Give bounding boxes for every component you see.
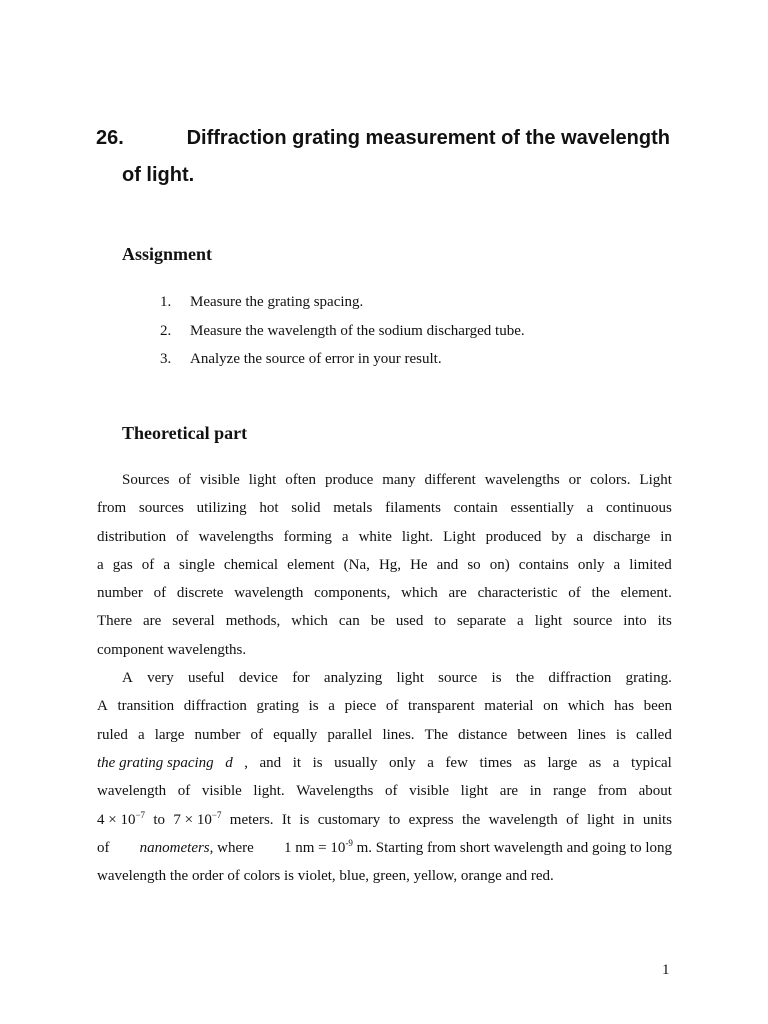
word: (Na, <box>343 556 370 573</box>
word: visible <box>199 472 240 488</box>
word: a <box>576 528 584 545</box>
word: meters. <box>229 811 274 828</box>
word: wavelengths <box>484 472 560 488</box>
range-word: to <box>153 811 166 828</box>
paragraph-2-line <box>97 692 672 720</box>
word: discharge <box>593 528 651 545</box>
word: a <box>586 500 594 517</box>
assignment-item <box>160 288 525 317</box>
word: many <box>382 472 416 488</box>
paragraph-1-line <box>97 466 672 494</box>
word: of <box>385 698 399 715</box>
word: of <box>178 472 191 488</box>
word: a <box>517 613 524 630</box>
word: typical <box>631 754 672 771</box>
exponent: −7 <box>135 809 146 820</box>
word: filaments <box>385 500 441 517</box>
paragraph-2-line <box>97 664 672 692</box>
word: for <box>292 670 310 687</box>
chapter-title-line-1 <box>96 120 670 157</box>
word: can <box>338 613 360 630</box>
word: as <box>523 754 536 771</box>
word: light <box>534 613 563 630</box>
word: element <box>287 556 335 573</box>
word: from <box>97 500 127 517</box>
word: produce <box>324 472 374 488</box>
word: on <box>543 698 559 715</box>
paragraph-2-line <box>97 862 672 890</box>
word: hot <box>259 500 279 517</box>
word: a <box>613 556 621 573</box>
word: lines. <box>382 726 415 743</box>
word: There <box>97 613 132 630</box>
page-number: 1 <box>662 962 670 978</box>
word: number <box>194 726 241 743</box>
assignment-item <box>160 317 525 346</box>
word: utilizing <box>196 500 247 517</box>
word: transition <box>117 698 175 715</box>
word: is <box>615 726 626 743</box>
word: useful <box>187 670 225 687</box>
word: a <box>612 754 620 771</box>
paragraph-1-line <box>97 607 672 635</box>
chapter-title <box>96 120 676 194</box>
word: discrete <box>176 585 224 602</box>
word: device <box>238 670 278 687</box>
word: few <box>445 754 468 771</box>
assignment-heading: Assignment <box>122 244 213 264</box>
assignment-list <box>160 288 525 374</box>
word: range <box>552 783 587 800</box>
word: solid <box>291 500 321 517</box>
unit: m <box>352 839 369 856</box>
word: contains <box>518 556 569 573</box>
word: light <box>460 783 489 800</box>
word: light <box>586 811 615 828</box>
paragraph-2-line <box>97 749 672 777</box>
word: distribution <box>97 528 167 545</box>
word: are <box>448 585 467 602</box>
paragraph-1-line <box>97 494 672 522</box>
word: piece <box>344 698 377 715</box>
word: light. <box>401 528 434 545</box>
word: from <box>597 783 628 800</box>
word: to <box>388 811 401 828</box>
word: source <box>573 613 613 630</box>
word: on) <box>489 556 510 573</box>
word: and <box>436 556 459 573</box>
word: is <box>308 698 319 715</box>
word: contain <box>453 500 498 517</box>
word: wavelength <box>488 811 558 828</box>
paragraph-2-line <box>97 721 672 749</box>
grating-spacing-symbol: d <box>225 754 233 771</box>
word: a <box>97 556 104 573</box>
nanometers-italic: nanometers <box>139 839 210 856</box>
wavelength-lower-bound <box>97 806 145 834</box>
word: The <box>424 726 448 743</box>
word: grating <box>256 698 299 715</box>
word: wavelengths <box>198 528 274 545</box>
word: It <box>281 811 292 828</box>
word: a <box>137 726 145 743</box>
word: wavelength <box>97 783 167 800</box>
word: continuous <box>606 500 672 517</box>
word: ruled <box>97 726 128 743</box>
grating-spacing-term: the grating spacing <box>97 754 214 771</box>
line-text: wavelength the order of colors is violet, blue, green, yellow, orange and red. <box>97 868 554 885</box>
word: number <box>97 585 143 602</box>
word: its <box>657 613 672 630</box>
paragraph-2-line <box>97 806 672 834</box>
word: or <box>568 472 582 488</box>
word: light <box>396 670 424 687</box>
word: of <box>250 726 263 743</box>
word: express <box>408 811 454 828</box>
word: , <box>244 754 248 771</box>
word: of <box>176 528 189 545</box>
word: chemical <box>223 556 279 573</box>
word: by <box>551 528 567 545</box>
word: very <box>147 670 174 687</box>
word: Light <box>639 472 672 488</box>
line-text: , where <box>209 839 254 856</box>
word: are <box>142 613 162 630</box>
exponent: -9 <box>345 837 353 848</box>
word: A <box>97 698 108 715</box>
assignment-item <box>160 345 525 374</box>
word: element. <box>620 585 672 602</box>
paragraph-1-line <box>97 551 672 579</box>
word: visible <box>201 783 242 800</box>
word: single <box>179 556 215 573</box>
word: in <box>622 811 635 828</box>
word: of <box>566 811 579 828</box>
word: A <box>122 670 133 687</box>
word: to <box>434 613 446 630</box>
nanometers-term <box>140 834 254 862</box>
assignment-item-index: 1. <box>160 294 172 310</box>
word: times <box>479 754 512 771</box>
word: sources <box>138 500 184 517</box>
exponent-base: 1 nm = 10 <box>283 839 346 856</box>
word: forming <box>283 528 332 545</box>
assignment-item-text: Measure the grating spacing. <box>190 294 364 310</box>
word: visible <box>409 783 450 800</box>
word: different <box>424 472 476 488</box>
paragraph-1-line <box>97 523 672 551</box>
theory-body <box>97 466 672 890</box>
word: a <box>341 528 349 545</box>
word: as <box>588 754 602 771</box>
word: wavelength <box>234 585 304 602</box>
word: parallel <box>327 726 373 743</box>
word: components, <box>314 585 391 602</box>
word: the <box>515 670 535 687</box>
word: been <box>643 698 672 715</box>
word: has <box>614 698 635 715</box>
chapter-title-text-1: Diffraction grating measurement of the wavelength <box>186 127 670 149</box>
word: of <box>153 585 167 602</box>
wavelength-upper-bound <box>173 806 221 834</box>
word: material <box>484 698 534 715</box>
word: diffraction <box>548 670 612 687</box>
word: the <box>591 585 610 602</box>
word: called <box>636 726 672 743</box>
paragraph-1-line <box>97 636 672 664</box>
word: a <box>328 698 335 715</box>
exponent-base: 7 × 10 <box>173 811 212 828</box>
word: the <box>461 811 481 828</box>
word: transparent <box>408 698 475 715</box>
word: a <box>163 556 170 573</box>
word: large <box>154 726 185 743</box>
word: diffraction <box>183 698 247 715</box>
word: about <box>638 783 672 800</box>
word: which <box>401 585 438 602</box>
word: Wavelengths <box>296 783 374 800</box>
word: in <box>660 528 672 545</box>
word: He <box>410 556 428 573</box>
word: only <box>389 754 416 771</box>
word: is <box>299 811 310 828</box>
word: used <box>395 613 424 630</box>
assignment-item-text: Analyze the source of error in your result. <box>190 351 442 367</box>
word: equally <box>273 726 318 743</box>
line-text: component wavelengths. <box>97 641 247 658</box>
word: large <box>547 754 578 771</box>
assignment-item-text: Measure the wavelength of the sodium discharged tube. <box>190 322 525 339</box>
word: lines <box>577 726 606 743</box>
word: metals <box>333 500 373 517</box>
exponent-base: 4 × 10 <box>97 811 136 828</box>
word: in <box>529 783 542 800</box>
word: of <box>384 783 398 800</box>
word: grating. <box>625 670 672 687</box>
word: analyzing <box>323 670 383 687</box>
word: it <box>292 754 302 771</box>
word: customary <box>317 811 381 828</box>
nanometer-equation <box>284 834 672 862</box>
word: of <box>177 783 191 800</box>
word: which <box>291 613 328 630</box>
word: essentially <box>510 500 574 517</box>
assignment-item-index: 3. <box>160 351 172 367</box>
word: units <box>642 811 672 828</box>
word: a <box>427 754 434 771</box>
word: Sources <box>122 472 170 488</box>
word: characteristic <box>477 585 558 602</box>
word: light. <box>253 783 285 800</box>
word: are <box>499 783 519 800</box>
word: so <box>467 556 481 573</box>
word: produced <box>485 528 542 545</box>
word: distance <box>458 726 508 743</box>
word: of <box>141 556 155 573</box>
word: source <box>438 670 478 687</box>
chapter-number: 26. <box>96 127 124 149</box>
chapter-title-text-2: of light. <box>122 164 195 186</box>
word: gas <box>112 556 133 573</box>
paragraph-2-line <box>97 777 672 805</box>
word: is <box>491 670 502 687</box>
exponent: −7 <box>211 809 222 820</box>
word: Light <box>443 528 476 545</box>
word: methods, <box>225 613 281 630</box>
paragraph-1-line <box>97 579 672 607</box>
word: separate <box>456 613 507 630</box>
word: of <box>568 585 581 602</box>
theory-heading: Theoretical part <box>122 423 248 443</box>
word: and <box>259 754 282 771</box>
paragraph-2-line <box>97 834 672 862</box>
word: several <box>172 613 215 630</box>
word: colors. <box>590 472 631 488</box>
word: white <box>358 528 392 545</box>
line-text: . Starting from short wavelength and going to long <box>368 839 672 856</box>
assignment-item-index: 2. <box>160 322 172 339</box>
word: is <box>312 754 323 771</box>
word: be <box>370 613 385 630</box>
word: Hg, <box>378 556 402 573</box>
word: only <box>577 556 605 573</box>
word: usually <box>334 754 378 771</box>
word: which <box>567 698 605 715</box>
word: often <box>285 472 317 488</box>
word: between <box>517 726 568 743</box>
line-text: of <box>97 839 110 856</box>
word: light <box>248 472 277 488</box>
word: into <box>623 613 647 630</box>
word: limited <box>629 556 672 573</box>
